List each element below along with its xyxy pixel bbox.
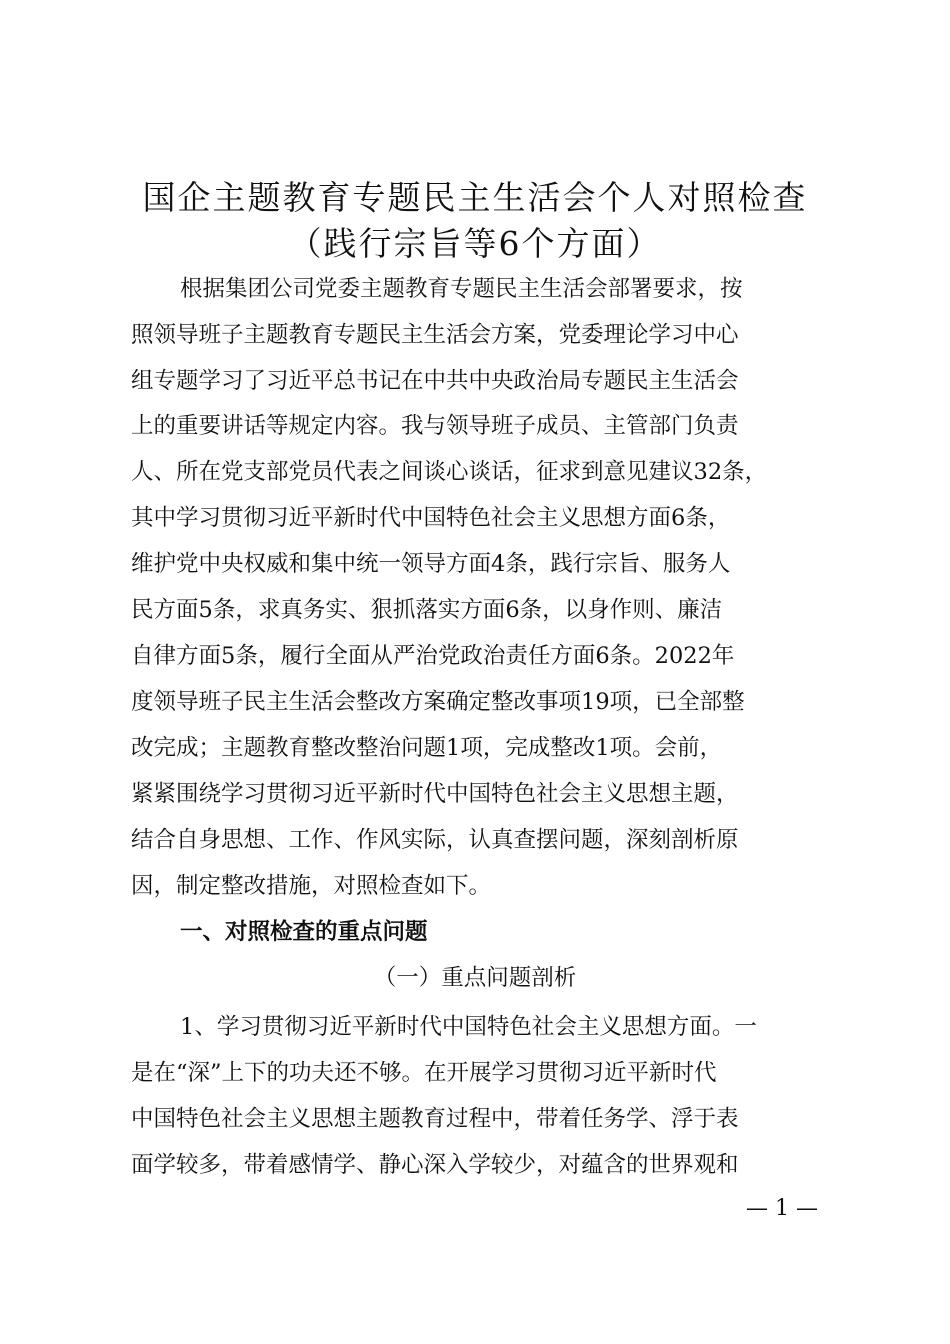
intro-line: 民方面5条，求真务实、狠抓落实方面6条，以身作则、廉洁 — [131, 597, 723, 623]
body-line: 1、学习贯彻习近平新时代中国特色社会主义思想方面。一 — [180, 1014, 757, 1040]
intro-line: 度领导班子民主生活会整改方案确定整改事项19项，已全部整 — [131, 689, 745, 715]
page-number: — 1 — — [746, 1196, 818, 1221]
section-heading: 一、对照检查的重点问题 — [180, 919, 428, 945]
intro-line: 维护党中央权威和集中统一领导方面4条，践行宗旨、服务人 — [131, 551, 731, 577]
body-line: 是在“深”上下的功夫还不够。在开展学习贯彻习近平新时代 — [131, 1060, 717, 1086]
intro-line: 上的重要讲话等规定内容。我与领导班子成员、主管部门负责 — [131, 413, 739, 439]
intro-line: 人、所在党支部党员代表之间谈心谈话，征求到意见建议32条， — [131, 459, 768, 485]
intro-line: 其中学习贯彻习近平新时代中国特色社会主义思想方面6条， — [131, 505, 731, 531]
document-title: 国企主题教育专题民主生活会个人对照检查 — [142, 178, 808, 217]
intro-line: 自律方面5条，履行全面从严治党政治责任方面6条。2022年 — [131, 643, 735, 669]
intro-line: 改完成；主题教育整改整治问题1项，完成整改1项。会前， — [131, 735, 723, 761]
body-line: 中国特色社会主义思想主题教育过程中，带着任务学、浮于表 — [131, 1106, 739, 1132]
intro-line: 因，制定整改措施，对照检查如下。 — [131, 873, 492, 899]
intro-line: 根据集团公司党委主题教育专题民主生活会部署要求，按 — [180, 276, 743, 302]
document-subtitle: （践行宗旨等6个方面） — [288, 224, 662, 263]
intro-line: 紧紧围绕学习贯彻习近平新时代中国特色社会主义思想主题， — [131, 781, 739, 807]
subsection-heading: （一）重点问题剖析 — [373, 965, 577, 991]
intro-line: 照领导班子主题教育专题民主生活会方案，党委理论学习中心 — [131, 322, 739, 348]
intro-line: 结合自身思想、工作、作风实际，认真查摆问题，深刻剖析原 — [131, 827, 739, 853]
intro-line: 组专题学习了习近平总书记在中共中央政治局专题民主生活会 — [131, 368, 739, 394]
body-line: 面学较多，带着感情学、静心深入学较少，对蕴含的世界观和 — [131, 1152, 739, 1178]
